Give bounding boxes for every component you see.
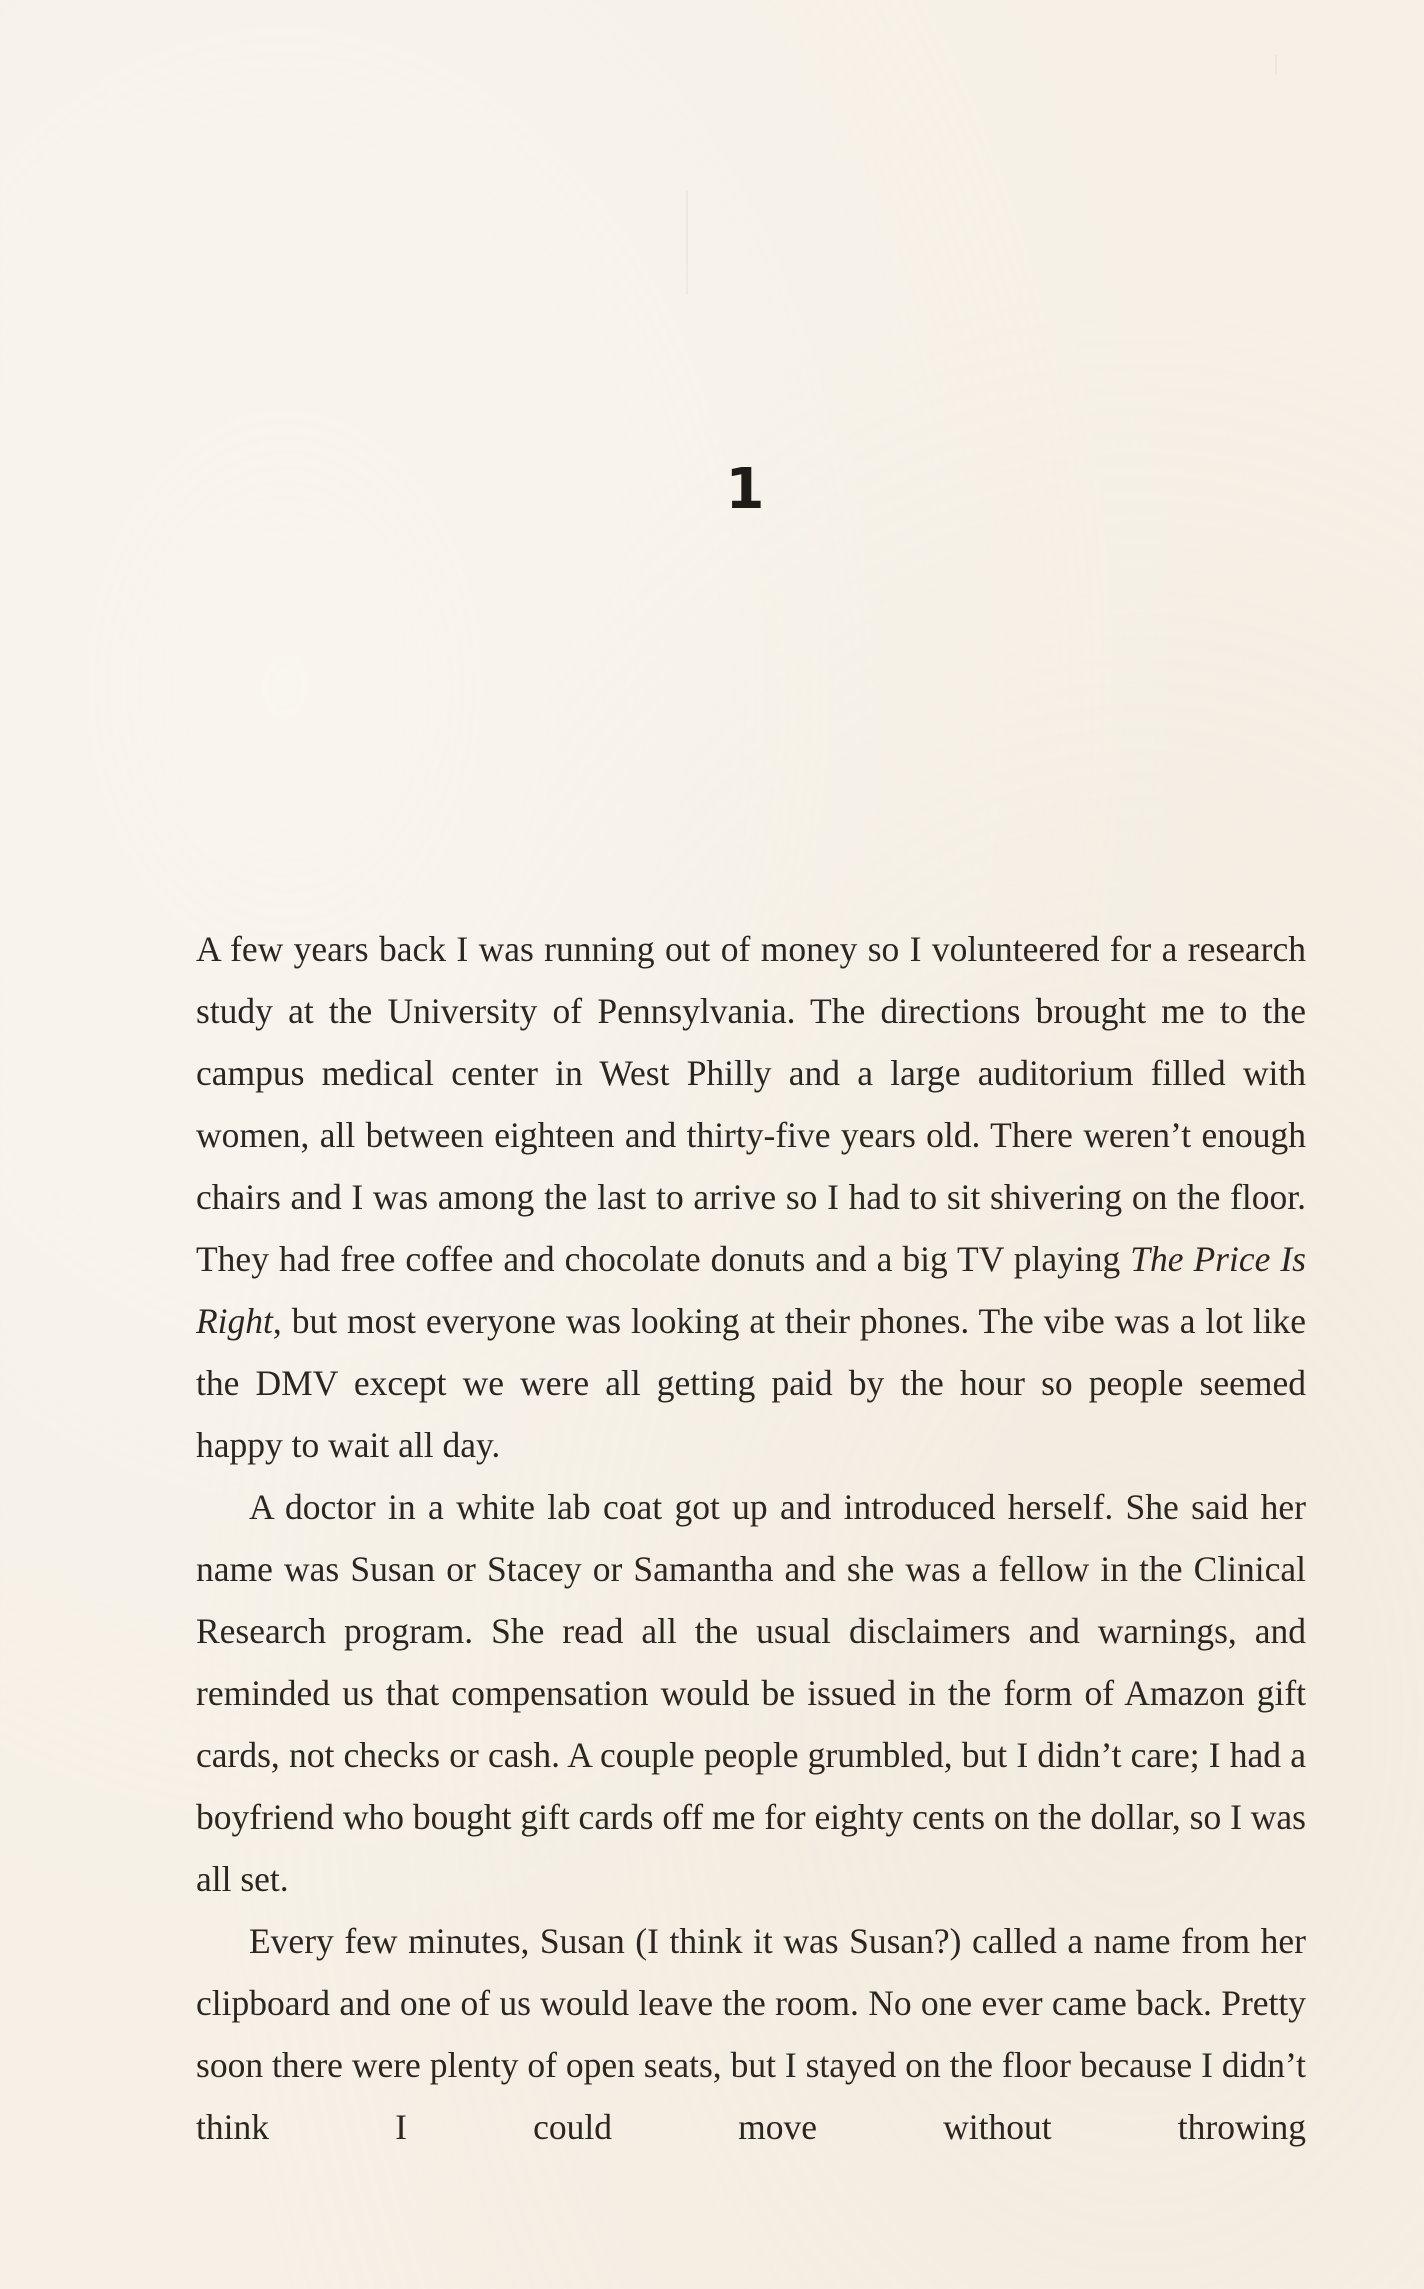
show-through-mark	[686, 190, 688, 295]
chapter-number: 1	[725, 457, 765, 522]
tv-show-title: The Price Is Right	[196, 1239, 1306, 1341]
paragraph-1	[196, 918, 1306, 1476]
paragraph-2: A doctor in a white lab coat got up and introduced herself. She said her name was Susan or Stacey or Samantha and she was a fellow in the Clinical Research program. She read all the usual disclaimers and warnings, and reminded us that compensation would be issued in the form of Amazon gift cards, not checks or cash. A couple people grumbled, but I didn’t care; I had a boyfriend who bought gift cards off me for eighty cents on the dollar, so I was all set.	[196, 1487, 1306, 1899]
paragraph-1-text-before: A few years back I was running out of money so I volunteered for a research study at the University of Pennsylvania. The directions brought me to the campus medical center in West Philly and a large auditorium filled with women, all between eighteen and thirty-five years old. There weren’t enough chairs and I was among the last to arrive so I had to sit shivering on the floor. They had free coffee and chocolate donuts and a big TV playing	[196, 929, 1306, 1279]
paragraph-1-text-after: , but most everyone was looking at their phones. The vibe was a lot like the DMV except we were all getting paid by the hour so people seemed happy to wait all day.	[196, 1301, 1306, 1465]
chapter-body	[196, 918, 1306, 2158]
paragraph-3: Every few minutes, Susan (I think it was Susan?) called a name from her clipboard and one of us would leave the room. No one ever came back. Pretty soon there were plenty of open seats, but I stayed on the floor because I didn’t think I could move without throwing	[196, 1921, 1306, 2147]
show-through-mark	[1275, 55, 1277, 75]
